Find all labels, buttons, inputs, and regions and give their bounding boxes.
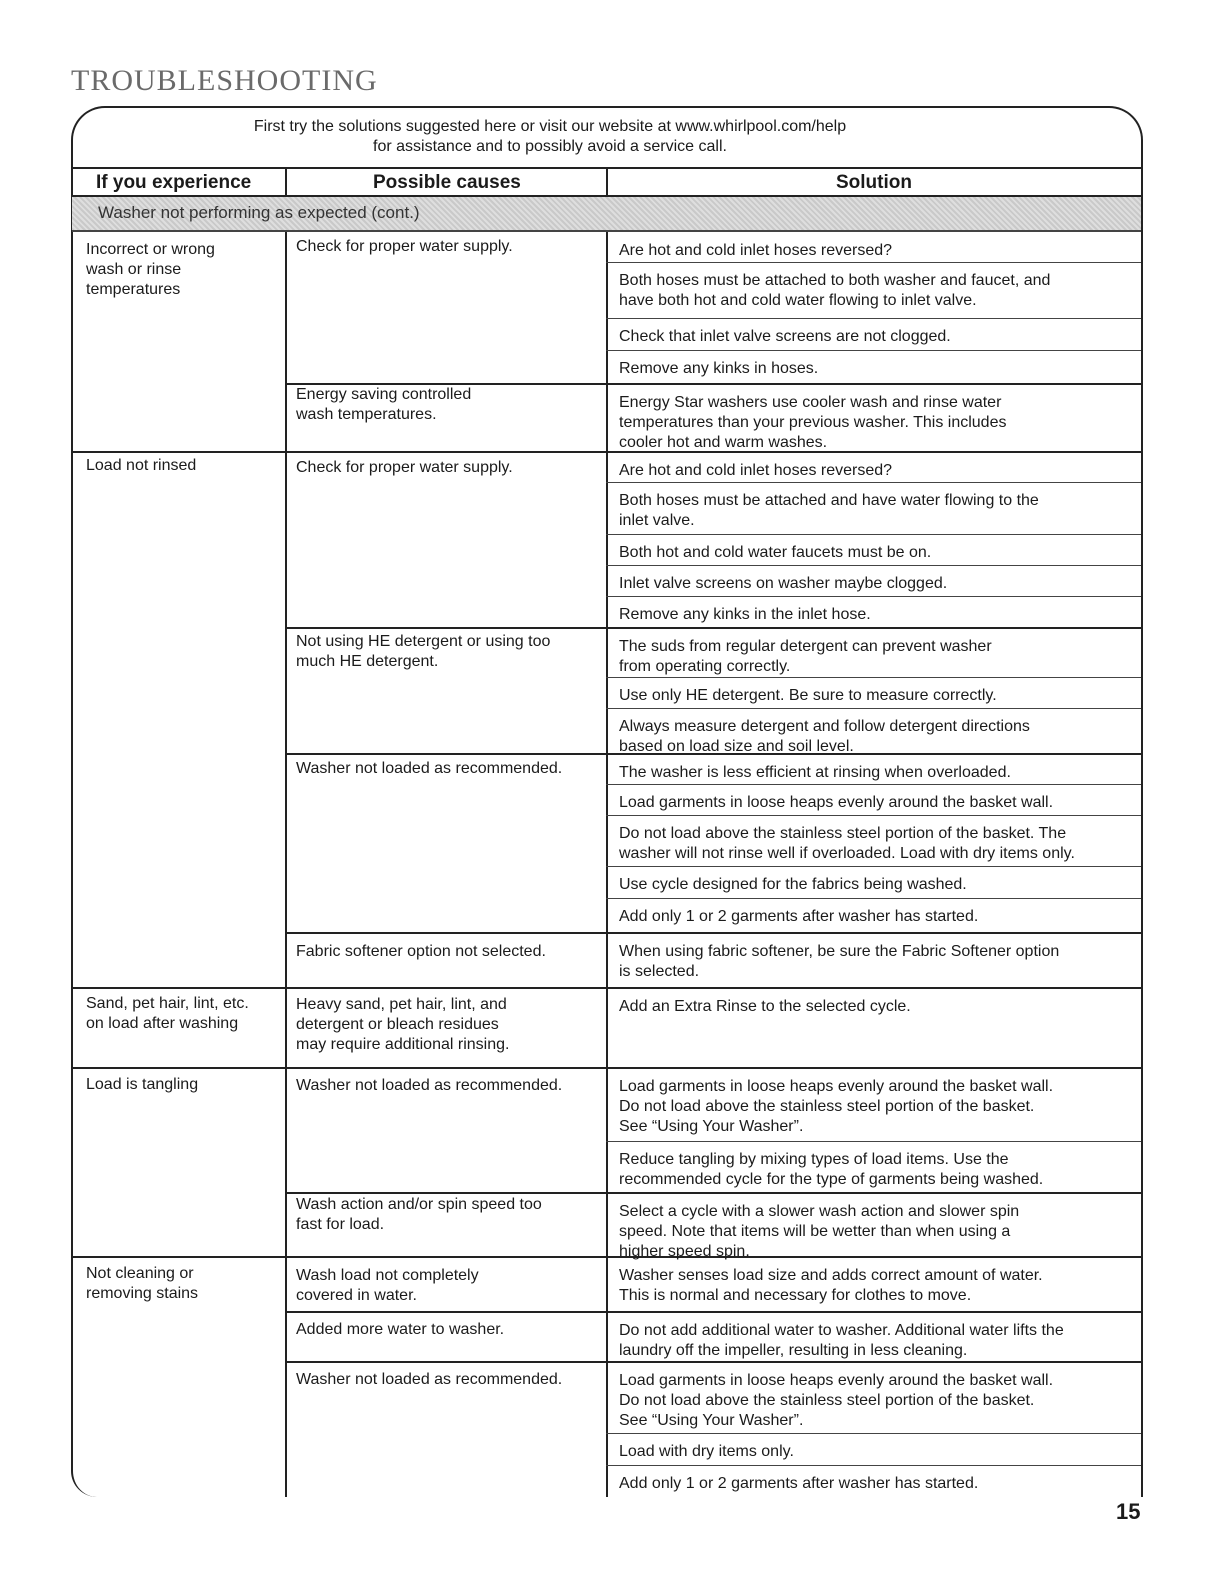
- solution-cell: Load garments in loose heaps evenly around the basket wall. Do not load above the stainless steel portion of the basket. See “Using Your Washer”.: [619, 1078, 1054, 1135]
- table-row-divider: [72, 1067, 1141, 1069]
- solution-cell: When using fabric softener, be sure the Fabric Softener option is selected.: [619, 943, 1060, 980]
- solution-cell: Remove any kinks in hoses.: [619, 360, 819, 377]
- cause-cell: Heavy sand, pet hair, lint, and detergent or bleach residues may require additional rinsing.: [296, 996, 510, 1053]
- solution-cell: Check that inlet valve screens are not clogged.: [619, 328, 951, 345]
- solution-cell: Both hoses must be attached to both washer and faucet, and have both hot and cold water flowing to inlet valve.: [619, 272, 1051, 309]
- solution-cell: Inlet valve screens on washer maybe clogged.: [619, 575, 948, 592]
- cause-divider: [285, 1311, 1141, 1313]
- solution-divider: [606, 350, 1141, 351]
- cause-cell: Check for proper water supply.: [296, 459, 513, 476]
- experience-cell: Load not rinsed: [86, 457, 197, 474]
- solution-cell: Are hot and cold inlet hoses reversed?: [619, 242, 893, 259]
- page-number: 15: [1116, 1499, 1141, 1524]
- cause-divider: [285, 627, 1141, 629]
- solution-divider: [606, 866, 1141, 867]
- solution-cell: Are hot and cold inlet hoses reversed?: [619, 462, 893, 479]
- solution-cell: Load garments in loose heaps evenly around the basket wall. Do not load above the stainless steel portion of the basket. See “Using Your Washer”.: [619, 1372, 1054, 1429]
- header-divider: [606, 169, 608, 197]
- cause-cell: Check for proper water supply.: [296, 238, 513, 255]
- experience-cell: Incorrect or wrong wash or rinse temperatures: [86, 241, 215, 298]
- solution-cell: Select a cycle with a slower wash action and slower spin speed. Note that items will be wetter than when using a higher speed spin.: [619, 1203, 1020, 1260]
- page-title: TROUBLESHOOTING: [71, 64, 378, 97]
- header-experience: If you experience: [96, 172, 252, 193]
- solution-cell: Add an Extra Rinse to the selected cycle.: [619, 998, 911, 1015]
- intro-line-1: First try the solutions suggested here or visit our website at www.whirlpool.com/help: [253, 118, 847, 135]
- column-divider: [606, 232, 608, 1497]
- solution-divider: [606, 898, 1141, 899]
- cause-cell: Not using HE detergent or using too much HE detergent.: [296, 633, 551, 670]
- solution-cell: The washer is less efficient at rinsing when overloaded.: [619, 764, 1011, 781]
- solution-divider: [606, 784, 1141, 785]
- cause-cell: Added more water to washer.: [296, 1321, 505, 1338]
- solution-cell: Load garments in loose heaps evenly around the basket wall.: [619, 794, 1054, 811]
- intro-text: [150, 117, 950, 157]
- solution-cell: Always measure detergent and follow detergent directions based on load size and soil level.: [619, 718, 1030, 755]
- cause-cell: Wash load not completely covered in water.: [296, 1267, 479, 1304]
- solution-cell: Add only 1 or 2 garments after washer has started.: [619, 1475, 979, 1492]
- cause-cell: Fabric softener option not selected.: [296, 943, 546, 960]
- solution-cell: Use cycle designed for the fabrics being washed.: [619, 876, 967, 893]
- solution-cell: Do not add additional water to washer. Additional water lifts the laundry off the impeller, resulting in less cleaning.: [619, 1322, 1064, 1359]
- table-row-divider: [72, 987, 1141, 989]
- solution-cell: Both hoses must be attached and have water flowing to the inlet valve.: [619, 492, 1039, 529]
- solution-cell: Use only HE detergent. Be sure to measure correctly.: [619, 687, 997, 704]
- solution-divider: [606, 677, 1141, 678]
- solution-divider: [606, 708, 1141, 709]
- solution-divider: [606, 262, 1141, 263]
- intro-line-2: for assistance and to possibly avoid a service call.: [373, 138, 727, 155]
- column-divider: [285, 232, 287, 1497]
- solution-cell: Add only 1 or 2 garments after washer has started.: [619, 908, 979, 925]
- cause-divider: [285, 932, 1141, 934]
- experience-cell: Load is tangling: [86, 1076, 199, 1093]
- cause-cell: Washer not loaded as recommended.: [296, 1077, 563, 1094]
- cause-cell: Energy saving controlled wash temperatures.: [296, 386, 472, 423]
- solution-divider: [606, 596, 1141, 597]
- solution-divider: [606, 318, 1141, 319]
- solution-cell: Load with dry items only.: [619, 1443, 794, 1460]
- table-header: [72, 167, 1141, 197]
- section-heading-label: Washer not performing as expected (cont.): [98, 203, 420, 222]
- solution-cell: The suds from regular detergent can prevent washer from operating correctly.: [619, 638, 992, 675]
- cause-divider: [285, 1361, 1141, 1363]
- header-causes: Possible causes: [373, 172, 521, 193]
- solution-divider: [606, 815, 1141, 816]
- cause-cell: Washer not loaded as recommended.: [296, 1371, 563, 1388]
- solution-divider: [606, 482, 1141, 483]
- solution-cell: Reduce tangling by mixing types of load items. Use the recommended cycle for the type of garments being washed.: [619, 1151, 1044, 1188]
- section-heading: [72, 197, 1141, 232]
- cause-divider: [285, 1192, 1141, 1194]
- cause-cell: Washer not loaded as recommended.: [296, 760, 563, 777]
- solution-cell: Remove any kinks in the inlet hose.: [619, 606, 871, 623]
- header-solution: Solution: [836, 172, 912, 193]
- experience-cell: Sand, pet hair, lint, etc. on load after washing: [86, 995, 249, 1032]
- solution-divider: [606, 1433, 1141, 1434]
- solution-divider: [606, 1141, 1141, 1142]
- solution-divider: [606, 534, 1141, 535]
- experience-cell: Not cleaning or removing stains: [86, 1265, 199, 1302]
- solution-cell: Washer senses load size and adds correct amount of water. This is normal and necessary for clothes to move.: [619, 1267, 1043, 1304]
- solution-cell: Both hot and cold water faucets must be on.: [619, 544, 932, 561]
- solution-cell: Do not load above the stainless steel portion of the basket. The washer will not rinse well if overloaded. Load with dry items only.: [619, 825, 1075, 862]
- header-divider: [285, 169, 287, 197]
- solution-divider: [606, 565, 1141, 566]
- solution-cell: Energy Star washers use cooler wash and rinse water temperatures than your previous washer. This includes cooler hot and warm washes.: [619, 394, 1007, 451]
- solution-divider: [606, 1465, 1141, 1466]
- cause-cell: Wash action and/or spin speed too fast for load.: [296, 1196, 542, 1233]
